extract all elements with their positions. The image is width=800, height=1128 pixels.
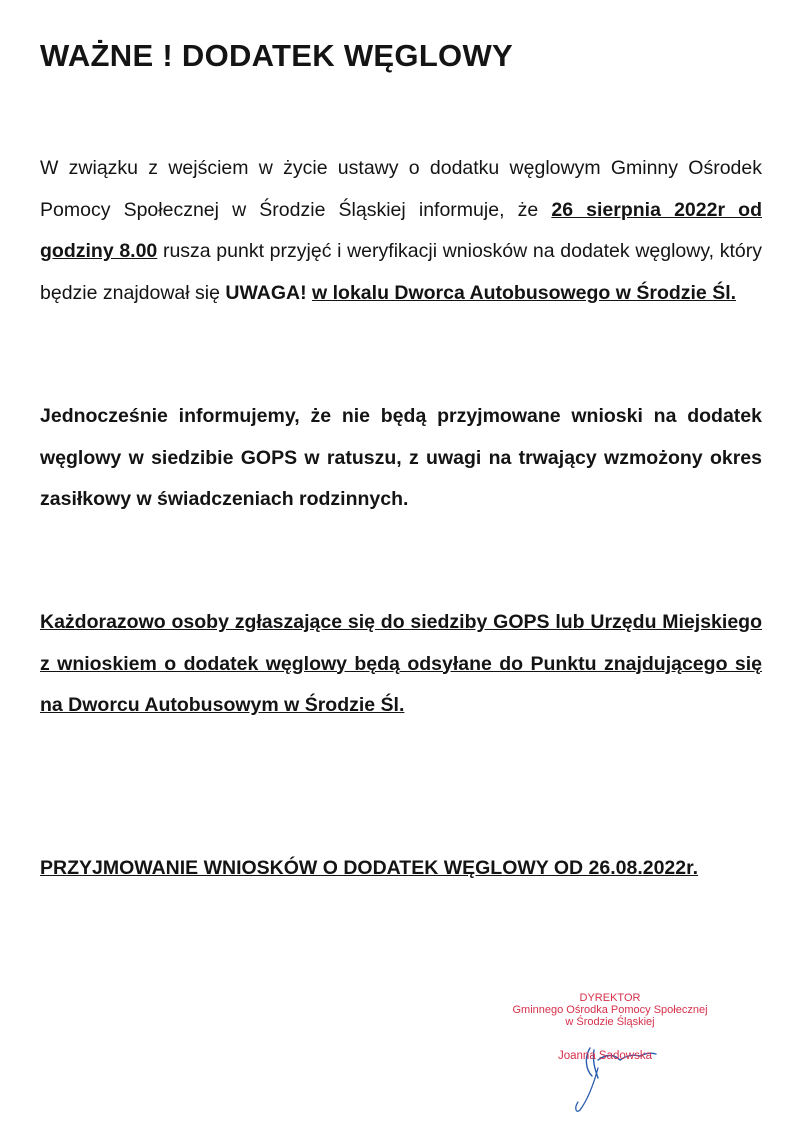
stamp-title: DYREKTOR — [579, 992, 641, 1004]
notice-paragraph: Jednocześnie informujemy, że nie będą przyjmowane wnioski na dodatek węglowy w siedzibie GOPS w ratuszu, z uwagi na trwający wzmożony okres zasiłkowy w świadczeniach rodzinnych. — [40, 405, 762, 510]
attention-label: UWAGA! — [225, 281, 307, 304]
stamp-city: w Środzie Śląskiej — [565, 1016, 655, 1028]
handwritten-signature — [540, 1010, 710, 1115]
stamp-director-name: Joanna Sadowska — [558, 1050, 652, 1062]
stamp-institution: Gminnego Ośrodka Pomocy Społecznej — [512, 1004, 708, 1016]
start-date-time: 26 sierpnia 2022r od godziny 8.00 — [40, 198, 762, 262]
service-text: rusza punkt przyjęć i weryfikacji wniosków na dodatek węglowy, który będzie znajdował się — [40, 240, 762, 304]
location-text: w lokalu Dworca Autobusowego w Środzie Śl. — [312, 281, 737, 304]
intro-text: W związku z wejściem w życie ustawy o dodatku węglowym Gminny Ośrodek Pomocy Społecznej w Środzie Śląskiej informuje, że — [40, 157, 762, 221]
director-stamp — [500, 990, 720, 1115]
acceptance-date-paragraph: PRZYJMOWANIE WNIOSKÓW O DODATEK WĘGLOWY OD 26.08.2022r. — [40, 857, 699, 879]
announcement-paragraph — [40, 148, 762, 314]
redirect-paragraph: Każdorazowo osoby zgłaszające się do siedziby GOPS lub Urzędu Miejskiego z wnioskiem o dodatek węglowy będą odsyłane do Punktu znajdującego się na Dworcu Autobusowym w Środzie Śl. — [40, 611, 762, 716]
page-title: WAŻNE ! DODATEK WĘGLOWY — [40, 38, 514, 73]
